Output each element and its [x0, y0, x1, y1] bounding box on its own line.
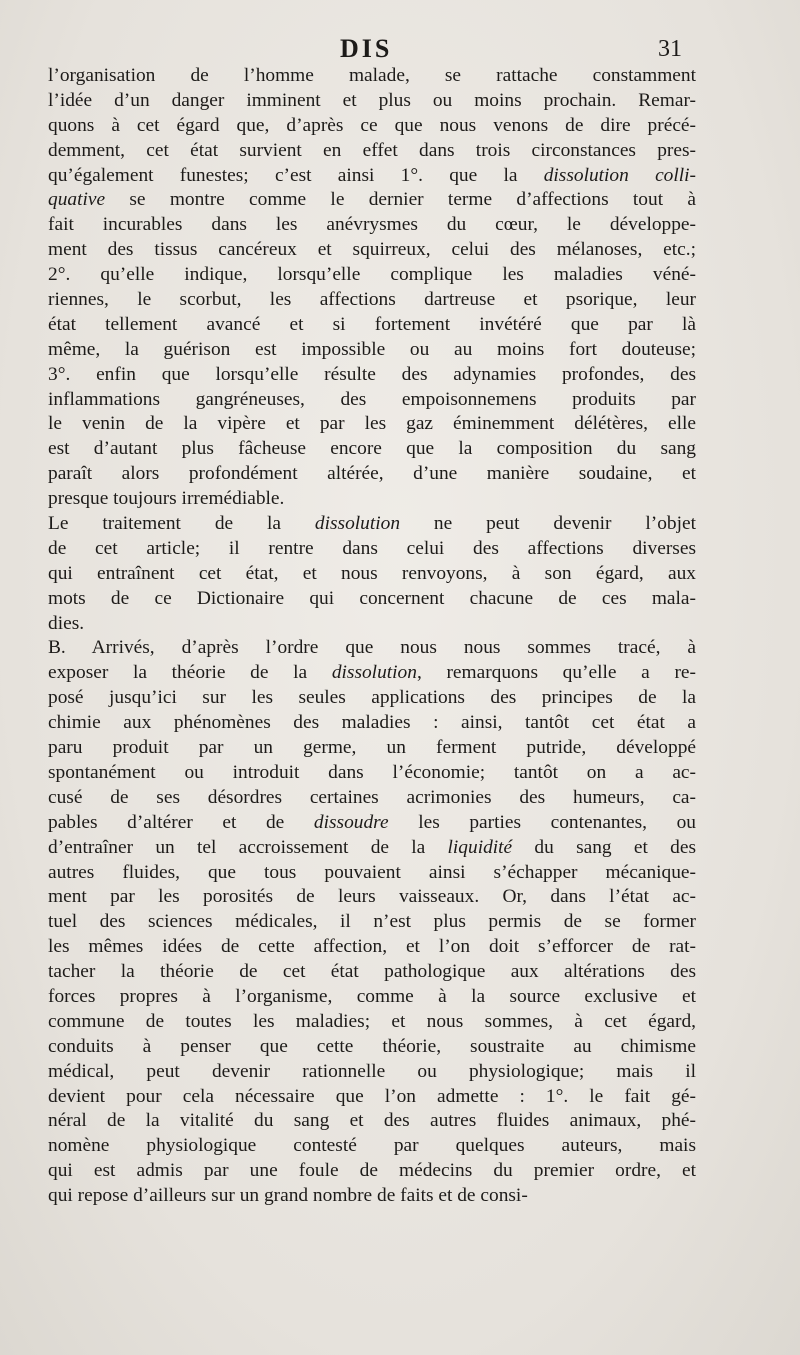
text-line: qui entraînent cet état, et nous renvoyons, à son égard, aux	[48, 562, 696, 584]
text-line: 3°. enfin que lorsqu’elle résulte des adynamies profondes, des	[48, 363, 696, 385]
text-line: paru produit par un germe, un ferment putride, développé	[48, 737, 696, 759]
text-line: est d’autant plus fâcheuse encore que la composition du sang	[48, 438, 696, 460]
text-line: demment, cet état survient en effet dans trois circonstances pres-	[48, 139, 696, 161]
text-line: posé jusqu’ici sur les seules applications des principes de la	[48, 687, 696, 709]
text-line: qu’également funestes; c’est ainsi 1°. que la dissolution colli-	[48, 164, 696, 186]
running-title: DIS	[340, 34, 393, 63]
text-line: néral de la vitalité du sang et des autres fluides animaux, phé-	[48, 1110, 696, 1132]
text-line: d’entraîner un tel accroissement de la liquidité du sang et des	[48, 836, 696, 858]
text-line: ment des tissus cancéreux et squirreux, celui des mélanoses, etc.;	[48, 239, 696, 261]
text-line: riennes, le scorbut, les affections dartreuse et psorique, leur	[48, 289, 696, 311]
text-line: paraît alors profondément altérée, d’une manière soudaine, et	[48, 463, 696, 485]
text-line: l’idée d’un danger imminent et plus ou moins prochain. Remar-	[48, 89, 696, 111]
text-line: 2°. qu’elle indique, lorsqu’elle complique les maladies véné-	[48, 264, 696, 286]
text-line: médical, peut devenir rationnelle ou physiologique; mais il	[48, 1060, 696, 1082]
body-text	[48, 64, 696, 1209]
page-number: 31	[658, 36, 682, 62]
text-line: quative se montre comme le dernier terme d’affections tout à	[48, 189, 696, 211]
text-line: pables d’altérer et de dissoudre les parties contenantes, ou	[48, 811, 696, 833]
text-line: cusé de ses désordres certaines acrimonies des humeurs, ca-	[48, 786, 696, 808]
text-line: spontanément ou introduit dans l’économie; tantôt on a ac-	[48, 761, 696, 783]
text-line: commune de toutes les maladies; et nous sommes, à cet égard,	[48, 1010, 696, 1032]
text-line: presque toujours irremédiable.	[48, 488, 285, 510]
text-line: conduits à penser que cette théorie, soustraite au chimisme	[48, 1035, 696, 1057]
text-line: l’organisation de l’homme malade, se rattache constamment	[48, 65, 696, 86]
text-line: autres fluides, que tous pouvaient ainsi s’échapper mécanique-	[48, 861, 696, 883]
text-line: le venin de la vipère et par les gaz éminemment délétères, elle	[48, 413, 696, 435]
text-line: forces propres à l’organisme, comme à la source exclusive et	[48, 985, 696, 1007]
text-line: mots de ce Dictionaire qui concernent chacune de ces mala-	[48, 587, 696, 609]
text-line: quons à cet égard que, d’après ce que nous venons de dire précé-	[48, 114, 696, 136]
text-line: tuel des sciences médicales, il n’est plus permis de se former	[48, 911, 696, 933]
text-line: état tellement avancé et si fortement invétéré que par là	[48, 313, 696, 335]
text-line: même, la guérison est impossible ou au moins fort douteuse;	[48, 338, 696, 360]
text-line: les mêmes idées de cette affection, et l’on doit s’efforcer de rat-	[48, 936, 696, 958]
text-line: tacher la théorie de cet état pathologique aux altérations des	[48, 961, 696, 983]
running-header	[0, 34, 800, 64]
text-line: qui est admis par une foule de médecins du premier ordre, et	[48, 1160, 696, 1182]
text-line: chimie aux phénomènes des maladies : ainsi, tantôt cet état a	[48, 712, 696, 734]
text-line: Le traitement de la dissolution ne peut devenir l’objet	[48, 513, 696, 535]
text-line: devient pour cela nécessaire que l’on admette : 1°. le fait gé-	[48, 1085, 696, 1107]
text-line: ment par les porosités de leurs vaisseaux. Or, dans l’état ac-	[48, 886, 696, 908]
text-line: B. Arrivés, d’après l’ordre que nous nous sommes tracé, à	[48, 637, 696, 659]
text-line: exposer la théorie de la dissolution, remarquons qu’elle a re-	[48, 662, 696, 684]
text-line: fait incurables dans les anévrysmes du cœur, le développe-	[48, 214, 696, 236]
text-line: nomène physiologique contesté par quelques auteurs, mais	[48, 1135, 696, 1157]
text-line: de cet article; il rentre dans celui des affections diverses	[48, 537, 696, 559]
text-line: dies.	[48, 612, 85, 634]
text-line: qui repose d’ailleurs sur un grand nombre de faits et de consi-	[48, 1185, 528, 1207]
text-line: inflammations gangréneuses, des empoisonnemens produits par	[48, 388, 696, 410]
